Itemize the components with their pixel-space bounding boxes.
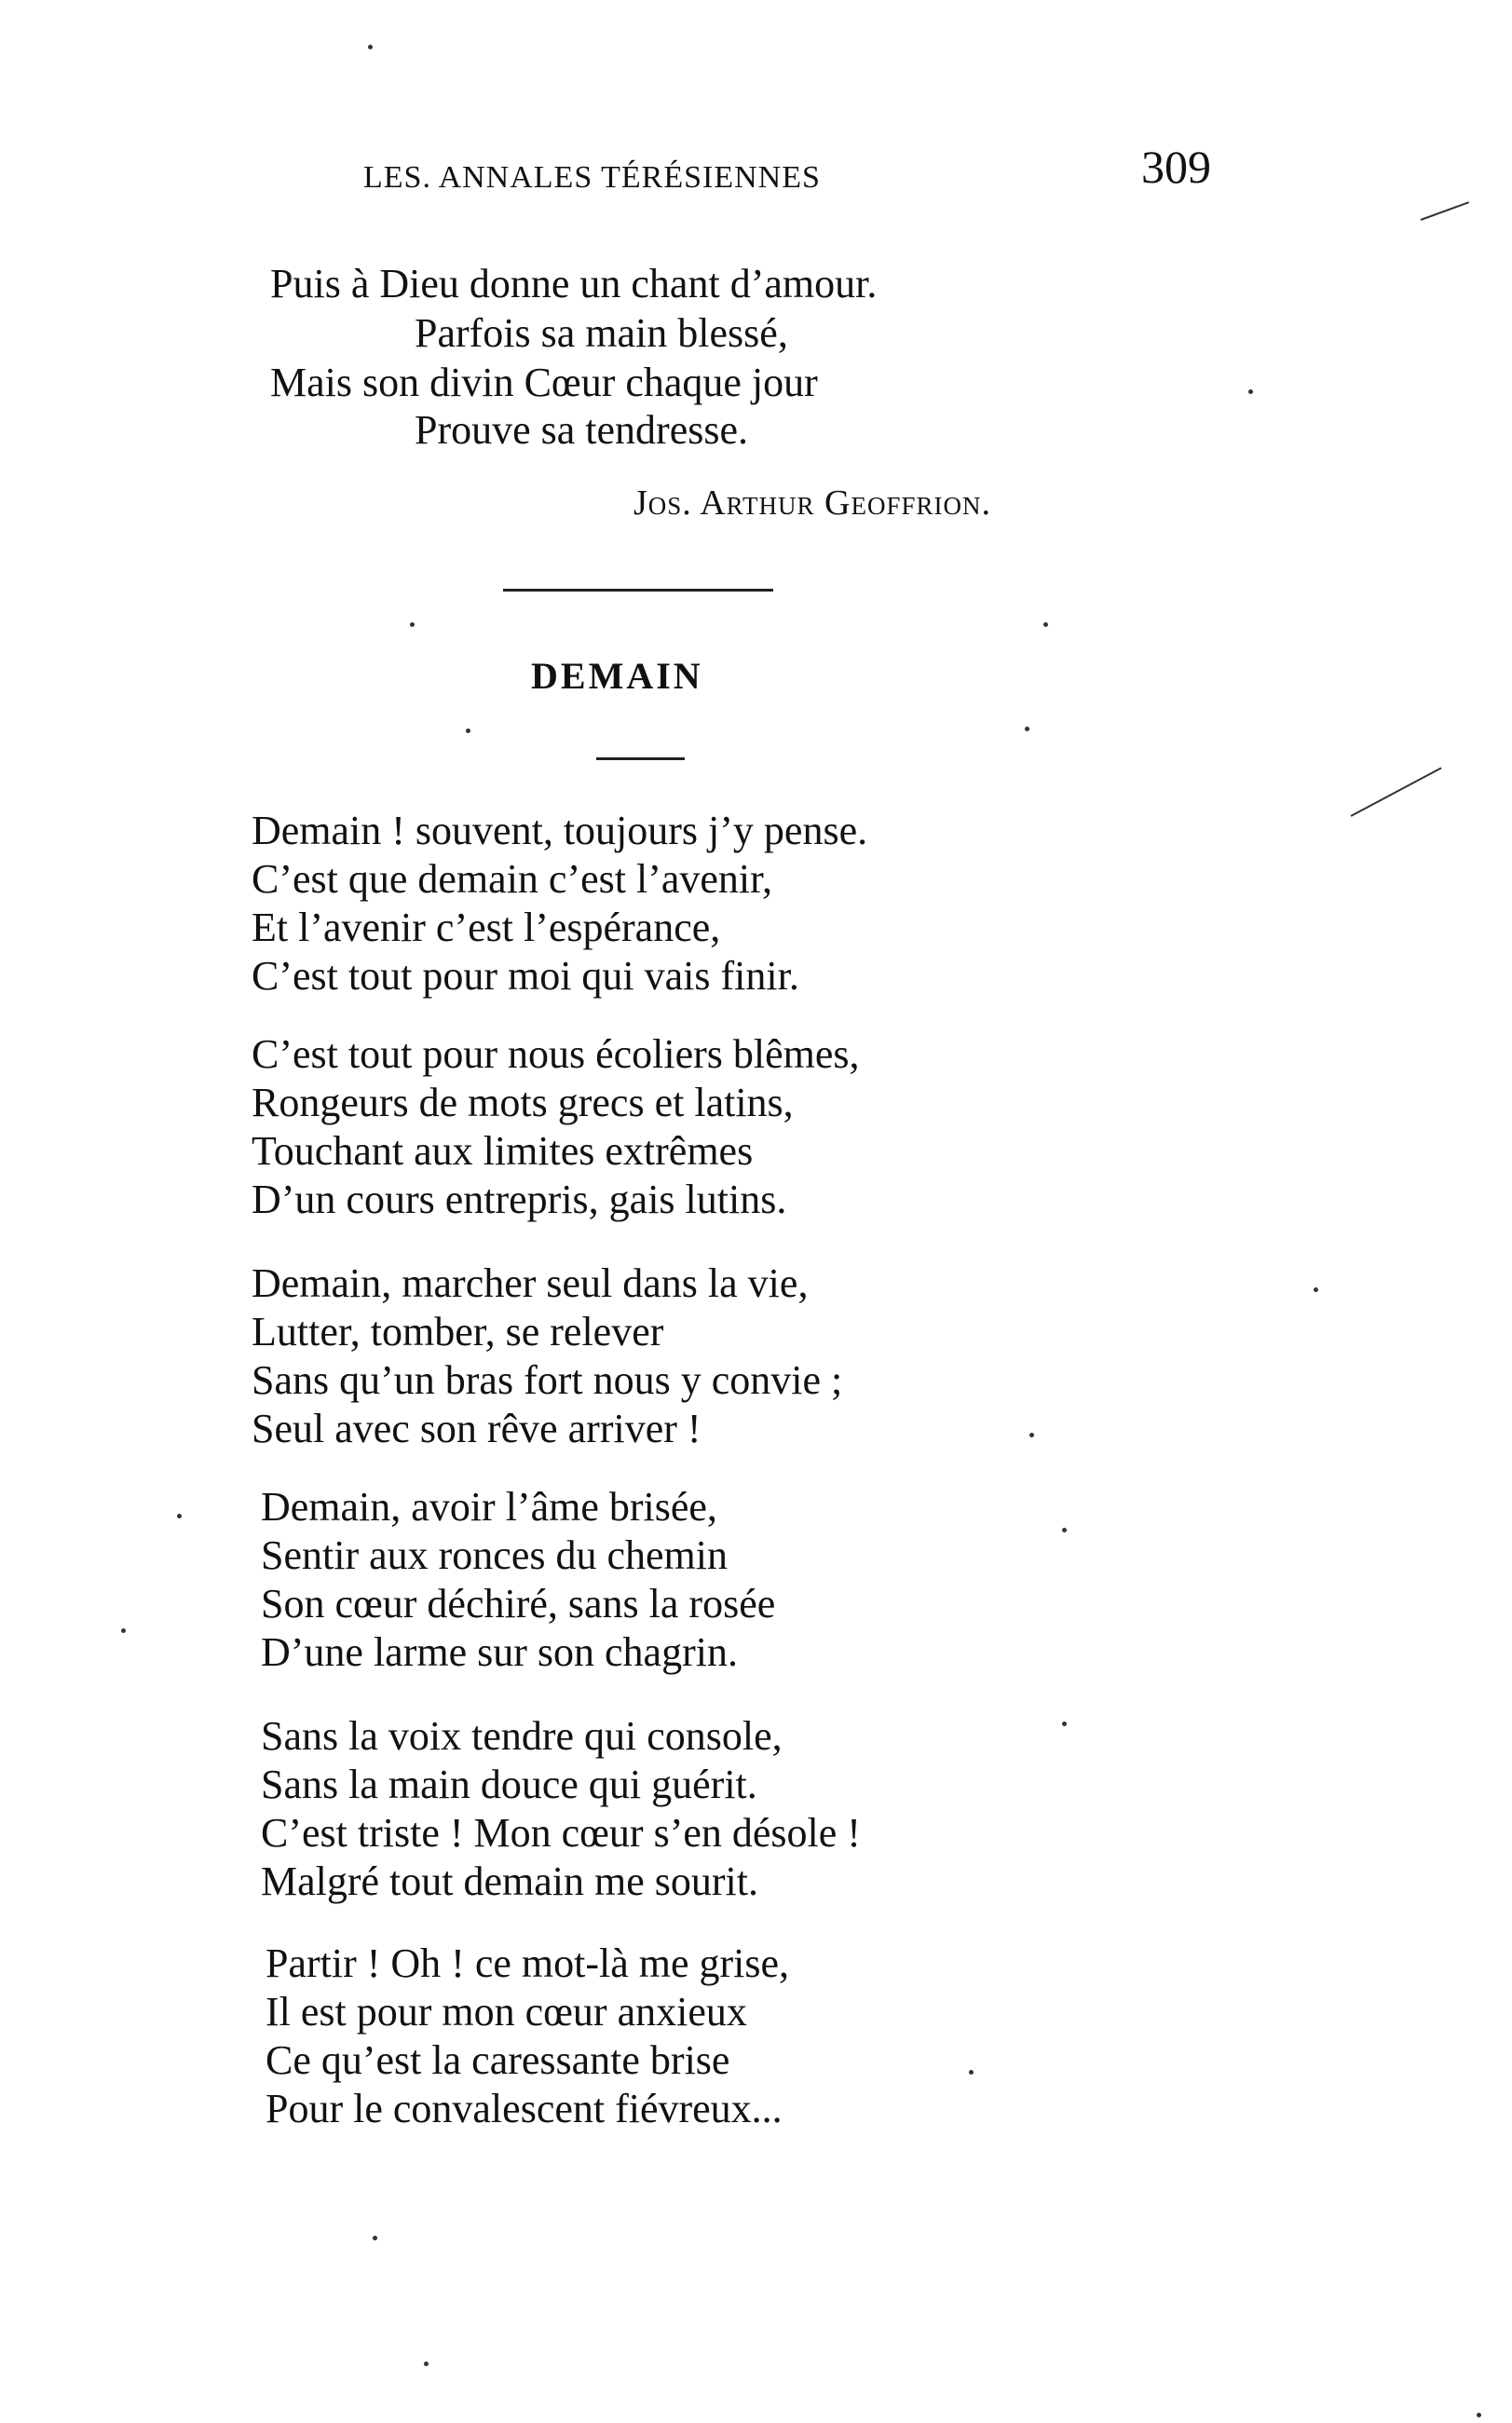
scan-speck [1062,1528,1067,1532]
poem-line: Lutter, tomber, se relever [252,1309,664,1354]
poem-line: Prouve sa tendresse. [415,407,749,453]
poem-line: Partir ! Oh ! ce mot-là me grise, [266,1940,790,1986]
scan-speck [1477,2413,1481,2417]
poem-line: D’un cours entrepris, gais lutins. [252,1177,787,1222]
scan-speck [1029,1433,1034,1437]
scan-speck [466,728,470,733]
author-signature: Jos. Arthur Geoffrion. [633,483,991,523]
poem-line: Sans la main douce qui guérit. [261,1762,757,1807]
poem-line: Mais son divin Cœur chaque jour [270,360,818,405]
poem-line: Parfois sa main blessé, [415,310,788,356]
poem-line: Touchant aux limites extrêmes [252,1128,754,1174]
poem-line: C’est tout pour nous écoliers blêmes, [252,1031,860,1077]
scan-speck [1025,727,1029,731]
poem-line: Il est pour mon cœur anxieux [266,1989,747,2035]
poem-line: Rongeurs de mots grecs et latins, [252,1080,794,1125]
poem-line: C’est tout pour moi qui vais finir. [252,953,799,999]
scan-speck [1248,389,1253,394]
poem-line: Sans la voix tendre qui console, [261,1713,783,1759]
scan-speck [1314,1287,1318,1292]
page-number: 309 [1141,141,1211,193]
poem-line: Demain, avoir l’âme brisée, [261,1484,717,1530]
poem-line: Sans qu’un bras fort nous y convie ; [252,1357,843,1403]
poem-line: Et l’avenir c’est l’espérance, [252,905,721,950]
section-divider [503,589,773,592]
poem-line: Demain ! souvent, toujours j’y pense. [252,808,868,853]
poem-line: Demain, marcher seul dans la vie, [252,1260,809,1306]
scan-mark [1421,201,1469,221]
poem-line: Malgré tout demain me sourit. [261,1858,758,1904]
title-underline [596,757,685,760]
poem-line: Puis à Dieu donne un chant d’amour. [270,261,878,306]
scan-speck [424,2362,429,2366]
scan-speck [410,622,415,627]
poem-line: Sentir aux ronces du chemin [261,1532,728,1578]
scan-speck [121,1628,126,1633]
scan-speck [969,2070,974,2075]
scan-speck [368,45,373,49]
scan-speck [373,2236,377,2240]
poem-line: C’est triste ! Mon cœur s’en désole ! [261,1810,861,1856]
scan-speck [177,1514,182,1518]
running-head: LES. ANNALES TÉRÉSIENNES [363,160,821,195]
poem-line: Seul avec son rêve arriver ! [252,1406,702,1451]
poem-line: C’est que demain c’est l’avenir, [252,856,773,902]
poem-title: DEMAIN [531,655,703,697]
scan-mark [1351,767,1442,816]
poem-line: D’une larme sur son chagrin. [261,1629,738,1675]
scan-speck [1043,622,1048,627]
poem-line: Ce qu’est la caressante brise [266,2037,730,2083]
scan-speck [1062,1722,1067,1726]
poem-line: Son cœur déchiré, sans la rosée [261,1581,776,1627]
poem-line: Pour le convalescent fiévreux... [266,2086,783,2131]
